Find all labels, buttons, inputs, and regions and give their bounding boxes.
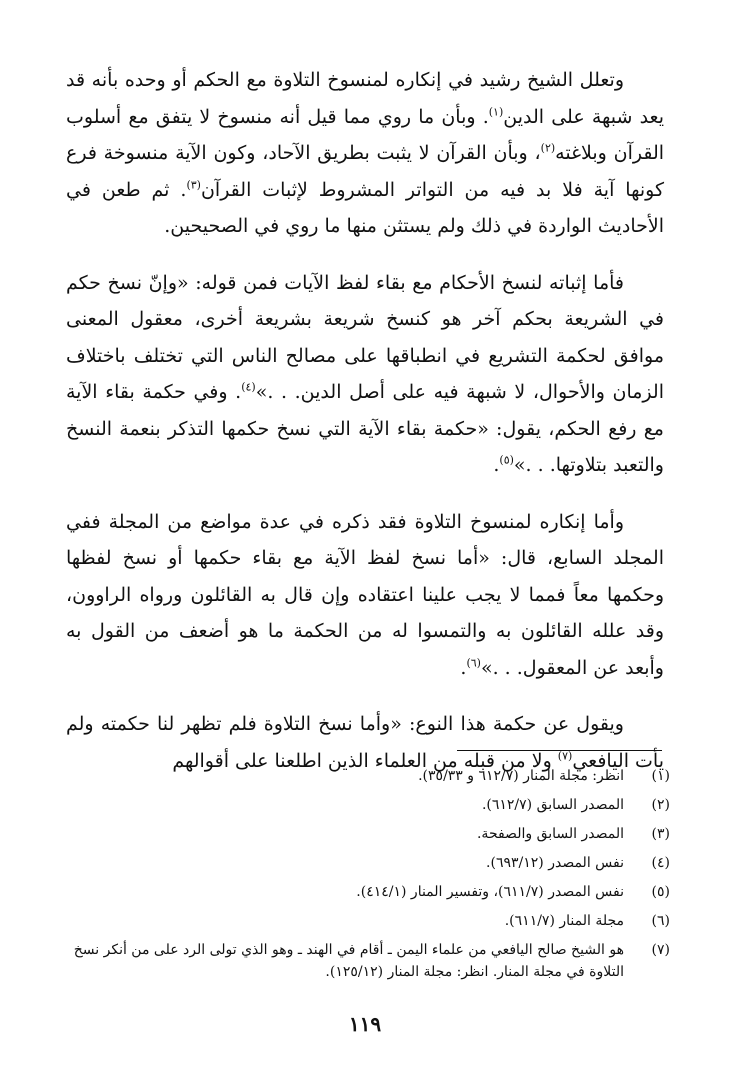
footnote [60, 936, 670, 983]
text-run: فأما إثباته لنسخ الأحكام مع بقاء لفظ الآيات فمن قوله: «وإنّ نسخ حكم في الشريعة بحكم آخر هو كنسخ شريعة بشريعة أخرى، معقول المعنى موافق لحكمة التشريع في انطباقها على مصالح الناس التي تختلف باختلاف الزمان والأحوال، لا شبهة فيه على أصل الدين. . .» [66, 271, 664, 403]
text-run: . وبأن ما روي مما قيل أنه منسوخ لا يتفق مع أسلوب القرآن وبلاغته [66, 105, 665, 164]
paragraph [66, 265, 664, 484]
footnote-text: نفس المصدر (٦١١/٧)، وتفسير المنار (٤١٤/١). [356, 884, 624, 900]
text-run: وأما إنكاره لمنسوخ التلاوة فقد ذكره في عدة مواضع من المجلة ففي المجلد السابع، قال: «أما نسخ لفظ الآية مع بقاء حكمها أو نسخ لفظها وحكمها معاً فمما لا يجب علينا اعتقاده وإن قال به القائلون ورواه الراوون، وقد علله القائلون به والتمسوا له من الحكمة ما هو أضعف من القول به وأبعد عن المعقول. . .» [66, 510, 664, 679]
text-run: ويقول عن حكمة هذا النوع: «وأما نسخ التلاوة فلم تظهر لنا حكمته ولم يأت اليافعي [66, 713, 664, 772]
footnote-number: (٤) [651, 855, 670, 871]
text-run: . ثم طعن في الأحاديث الواردة في ذلك ولم يستثن منها ما روي في الصحيحين. [66, 178, 664, 237]
footnote-number: (٥) [651, 884, 670, 900]
footnotes [60, 762, 670, 983]
text-run: . [460, 656, 467, 679]
footnote-text: هو الشيخ صالح اليافعي من علماء اليمن ـ أقام في الهند ـ وهو الذي تولى الرد على من أنكر نسخ التلاوة في مجلة المنار. انظر: مجلة المنار (١٢٥/١٢). [73, 942, 624, 980]
footnote [60, 878, 670, 907]
text-run: وتعلل الشيخ رشيد في إنكاره لمنسوخ التلاوة مع الحكم أو وحده بأنه قد يعد شبهة على الدين [66, 69, 664, 128]
text-run: ، وبأن القرآن لا يثبت بطريق الآحاد، وكون الآية منسوخة فرع كونها آية فلا بد فيه من التواتر المشروط لإثبات القرآن [66, 142, 664, 201]
text-run: . وفي حكمة بقاء الآية مع رفع الحكم، يقول: «حكمة بقاء الآية التي نسخ حكمها التذكر بنعمة النسخ والتعبد بتلاوتها. . .» [66, 381, 664, 476]
footnote-ref: (١) [488, 105, 504, 119]
footnote [60, 762, 670, 791]
footnote-text: انظر: مجلة المنار (٦١٢/٧ و ٣٥/٣٣). [418, 768, 624, 784]
footnote-text: المصدر السابق (٦١٢/٧). [481, 797, 624, 813]
page-number: ١١٩ [348, 1012, 382, 1036]
footnote [60, 791, 670, 820]
footnote-ref: (٢) [540, 141, 556, 155]
footnote-ref: (٣) [186, 178, 201, 192]
main-text [66, 62, 664, 779]
text-run: . [493, 454, 500, 476]
text-run: ولا من قبله من العلماء الذين اطلعنا على أقوالهم [172, 749, 558, 772]
footnote-ref: (٧) [557, 749, 573, 763]
footnote-ref: (٤) [241, 380, 256, 394]
paragraph [66, 504, 664, 687]
footnote-number: (٦) [651, 913, 670, 929]
paragraph [66, 62, 664, 245]
footnote [60, 849, 670, 878]
footnote [60, 907, 670, 936]
footnote-text: نفس المصدر (٦٩٣/١٢). [486, 855, 624, 871]
footnote-number: (٧) [651, 942, 670, 958]
footnote-text: المصدر السابق والصفحة. [476, 826, 624, 842]
footnote-number: (٣) [651, 826, 670, 842]
footnote-separator [457, 750, 662, 751]
footnote-number: (١) [651, 768, 670, 784]
footnote-ref: (٥) [499, 453, 514, 467]
footnote-number: (٢) [651, 797, 670, 813]
footnote-text: مجلة المنار (٦١١/٧). [504, 913, 624, 929]
footnote [60, 820, 670, 849]
footnote-ref: (٦) [466, 656, 481, 670]
